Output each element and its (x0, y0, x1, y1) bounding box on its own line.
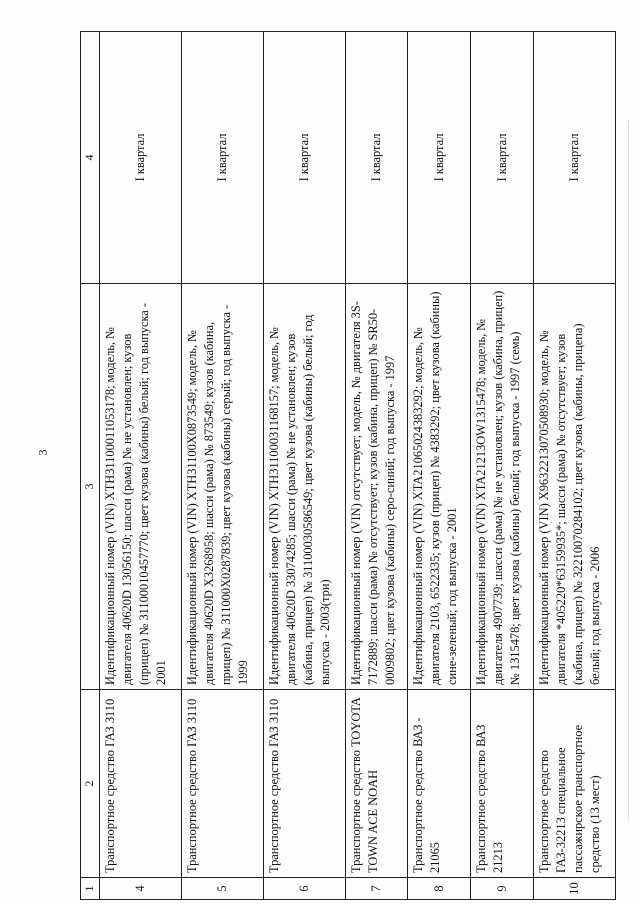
vehicle-name: Транспортное средство TOYOTA TOWN ACE NOAH (345, 690, 408, 878)
table-row (181, 32, 263, 900)
page-number: 3 (35, 449, 50, 456)
table-container (80, 32, 616, 900)
vehicle-details: Идентификационный номер (VIN) XTH31100X0873549; модель, № двигателя 40620D X3268958; шасси (рама) № 873549; кузов (кабина, прицеп) № 311000X0287839; цвет кузова (кабины) серый; год выпуска - 1999 (181, 284, 263, 690)
table-row (408, 32, 471, 900)
vehicle-table (80, 31, 616, 900)
vehicle-details: Идентификационный номер (VIN) X96322130705089З0; модель, № двигателя *405220*63159935*; шасси (рама) № отсутствует; кузов (кабина, прицеп) № 32210070284102; цвет кузова (кабины, прицепа) белый; год выпуска - 2006 (534, 284, 616, 690)
vehicle-details: Идентификационный номер (VIN) XTA21213OW1315478; модель, № двигателя 4907739; шасси (рама) № не установлен; кузов (кабина, прицеп) № 1315478; цвет кузова (кабины) белый; год выпуска - 1997 (семь) (471, 284, 534, 690)
vehicle-details: Идентификационный номер (VIN) XTA21065024383292; модель, № двигателя 2103, 6522335; кузов (прицеп) № 4383292; цвет кузова (кабины) сине-зеленый; год выпуска - 2001 (408, 284, 471, 690)
row-number: 7 (345, 878, 408, 900)
period: I квартал (100, 32, 182, 284)
scan-artifact (628, 120, 630, 820)
header-col-1: 1 (81, 878, 100, 900)
period: I квартал (345, 32, 408, 284)
header-col-3: 3 (81, 284, 100, 690)
vehicle-details: Идентификационный номер (VIN) XTH31100011053178; модель, № двигателя 40620D 13056150; шасси (рама) № не установлен; кузов (прицеп) № 31100010457770; цвет кузова (кабины) белый; год выпуска - 2001 (100, 284, 182, 690)
vehicle-name: Транспортное средство ВАЗ 21213 (471, 690, 534, 878)
header-col-4: 4 (81, 32, 100, 284)
table-row (263, 32, 345, 900)
vehicle-details: Идентификационный номер (VIN) отсутствует; модель, № двигателя 3S-7172889; шасси (рама) № отсутствует; кузов (кабина, прицеп) № SR50-0009802; цвет кузова (кабины) серо-синий; год выпуска - 1997 (345, 284, 408, 690)
row-number: 6 (263, 878, 345, 900)
row-number: 10 (534, 878, 616, 900)
header-col-2: 2 (81, 690, 100, 878)
vehicle-name: Транспортное средство ГАЗ 3110 (181, 690, 263, 878)
row-number: 5 (181, 878, 263, 900)
row-number: 4 (100, 878, 182, 900)
table-row (534, 32, 616, 900)
vehicle-name: Транспортное средство ВАЗ - 21065 (408, 690, 471, 878)
vehicle-name: Транспортное средство ГАЗ-32213 специальное пассажирское транспортное средство (13 мест) (534, 690, 616, 878)
period: I квартал (263, 32, 345, 284)
row-number: 9 (471, 878, 534, 900)
row-number: 8 (408, 878, 471, 900)
header-row (81, 32, 100, 900)
vehicle-name: Транспортное средство ГАЗ 3110 (100, 690, 182, 878)
vehicle-name: Транспортное средство ГАЗ 3110 (263, 690, 345, 878)
table-row (345, 32, 408, 900)
period: I квартал (181, 32, 263, 284)
period: I квартал (534, 32, 616, 284)
vehicle-details: Идентификационный номер (VIN) XTH31100031168157; модель, № двигателя 40620D 33074285; шасси (рама) № не установлен; кузов (кабина, прицеп) № 31100030586549; цвет кузова (кабины) белый; год выпуска - 2003(три) (263, 284, 345, 690)
table-row (471, 32, 534, 900)
table-row (100, 32, 182, 900)
period: I квартал (471, 32, 534, 284)
period: I квартал (408, 32, 471, 284)
